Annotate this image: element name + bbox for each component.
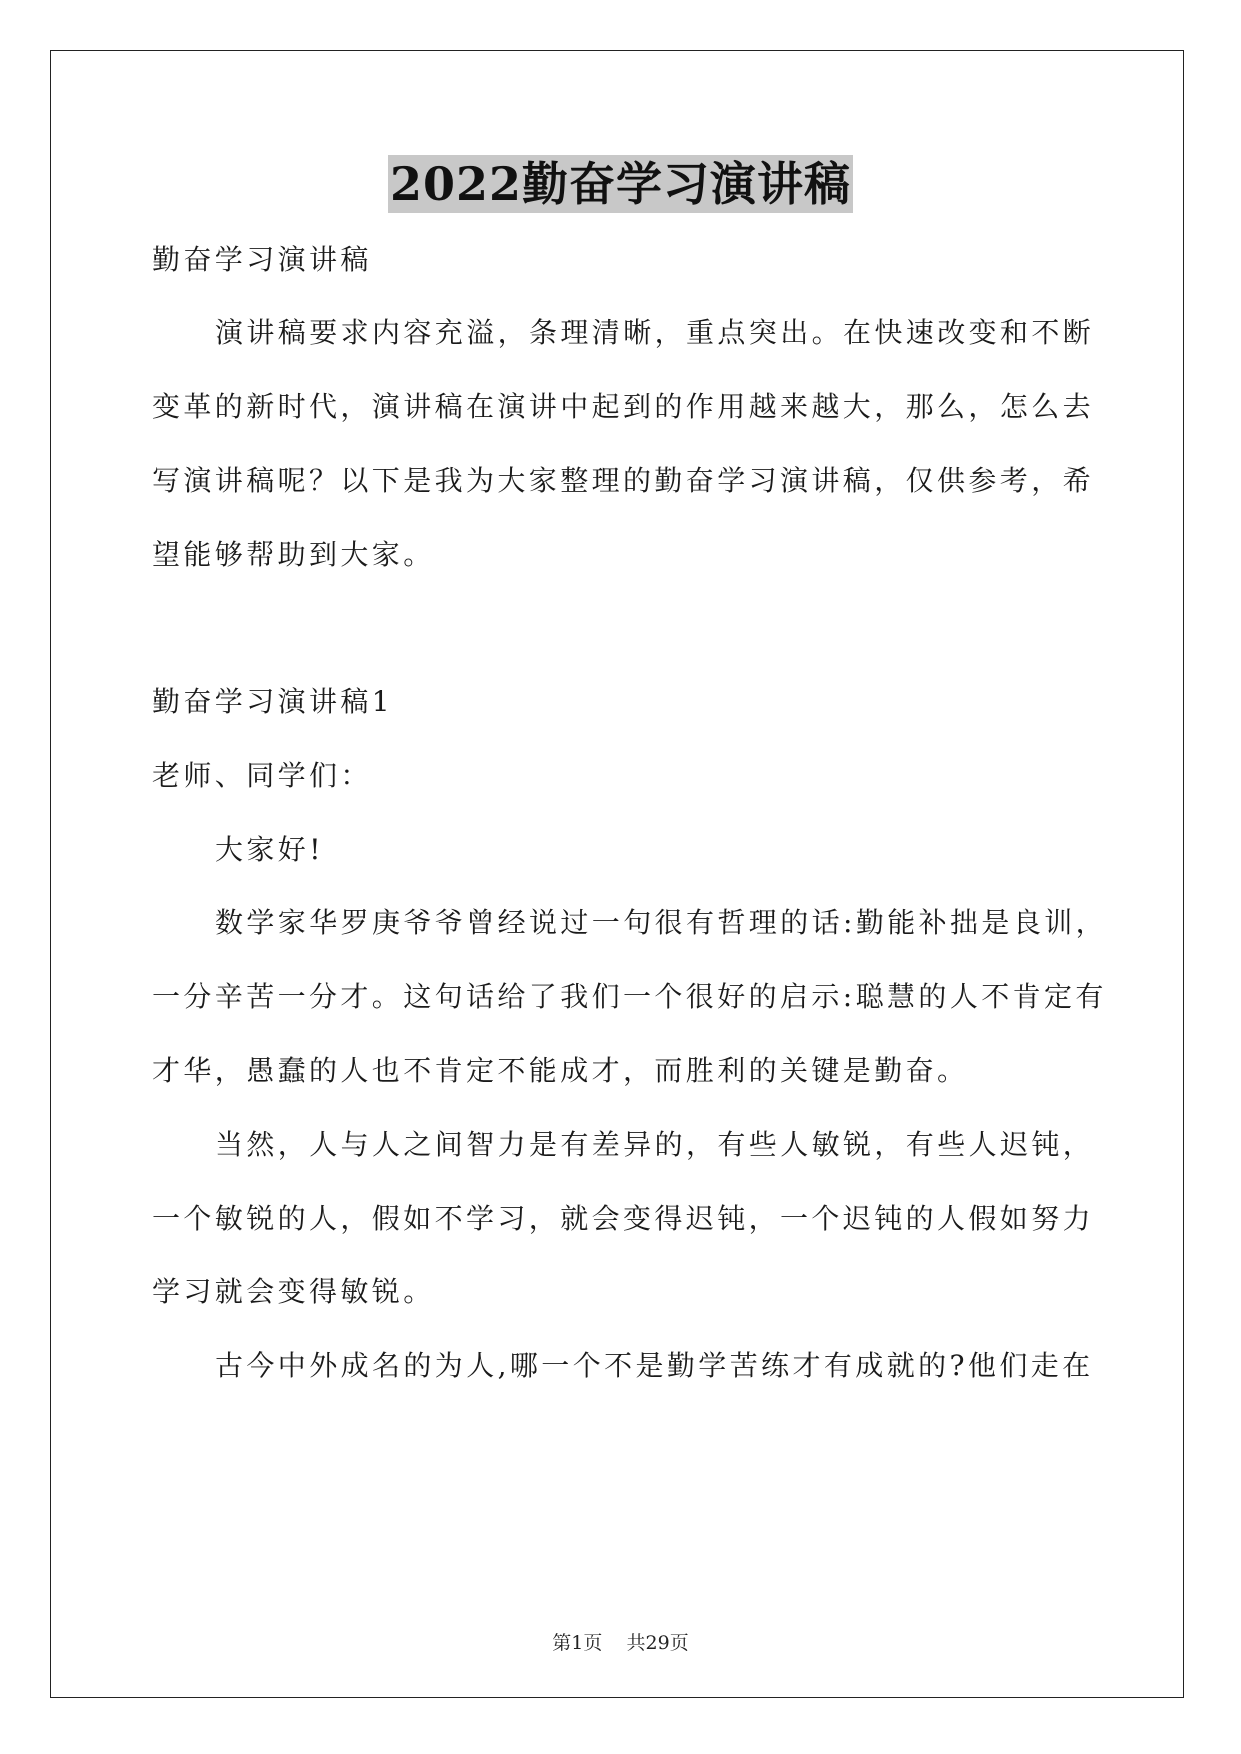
paragraph-line: 一个敏锐的人，假如不学习，就会变得迟钝，一个迟钝的人假如努力 bbox=[152, 1202, 1095, 1235]
paragraph-line: 一分辛苦一分才。这句话给了我们一个很好的启示:聪慧的人不肯定有 bbox=[152, 980, 1107, 1013]
title-container bbox=[0, 155, 1241, 213]
page-footer bbox=[0, 1630, 1241, 1656]
section-heading: 勤奋学习演讲稿1 bbox=[152, 685, 394, 718]
page-total: 共29页 bbox=[626, 1632, 689, 1654]
paragraph-line: 望能够帮助到大家。 bbox=[152, 538, 435, 571]
paragraph-line: 古今中外成名的为人,哪一个不是勤学苦练才有成就的?他们走在 bbox=[215, 1349, 1094, 1382]
salutation: 老师、同学们： bbox=[152, 759, 372, 792]
page-border bbox=[50, 50, 1184, 1698]
paragraph-line: 演讲稿要求内容充溢，条理清晰，重点突出。在快速改变和不断 bbox=[215, 316, 1095, 349]
page-number: 第1页 bbox=[552, 1632, 603, 1654]
paragraph-line: 变革的新时代，演讲稿在演讲中起到的作用越来越大，那么，怎么去 bbox=[152, 390, 1095, 423]
paragraph-line: 数学家华罗庚爷爷曾经说过一句很有哲理的话:勤能补拙是良训， bbox=[215, 906, 1108, 939]
paragraph-line: 当然，人与人之间智力是有差异的，有些人敏锐，有些人迟钝， bbox=[215, 1128, 1095, 1161]
paragraph-line: 学习就会变得敏锐。 bbox=[152, 1275, 435, 1308]
paragraph-line: 才华，愚蠢的人也不肯定不能成才，而胜利的关键是勤奋。 bbox=[152, 1054, 969, 1087]
paragraph-line: 写演讲稿呢？以下是我为大家整理的勤奋学习演讲稿，仅供参考，希 bbox=[152, 464, 1095, 497]
section-heading: 勤奋学习演讲稿 bbox=[152, 243, 372, 276]
document-title: 2022勤奋学习演讲稿 bbox=[389, 157, 852, 211]
greeting: 大家好! bbox=[215, 833, 324, 866]
